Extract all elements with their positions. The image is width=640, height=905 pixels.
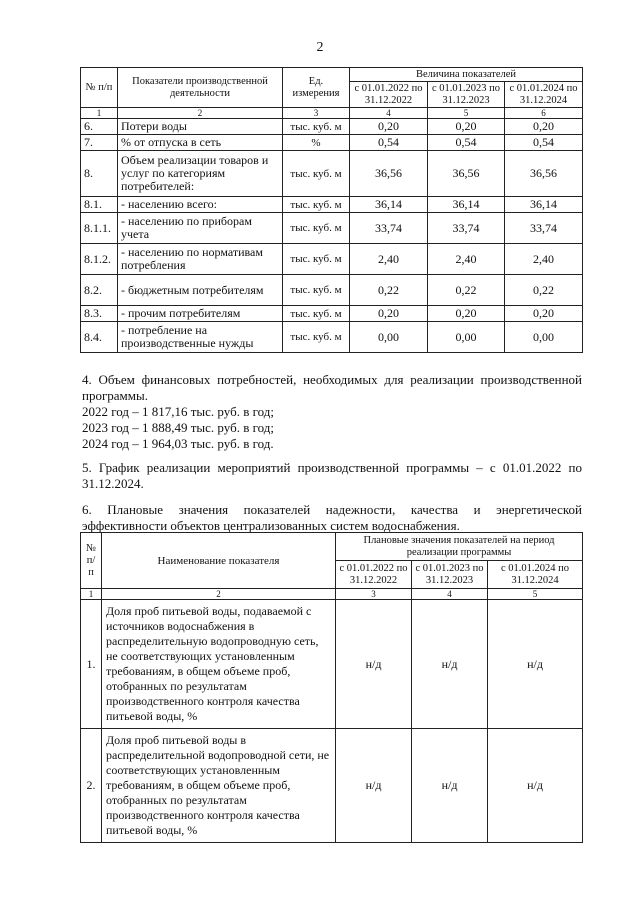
header-period-2023: с 01.01.2023 по 31.12.2023 bbox=[412, 561, 488, 589]
row-value-2024: 33,74 bbox=[505, 213, 583, 244]
row-value-2022: 33,74 bbox=[350, 213, 428, 244]
table-row bbox=[81, 322, 583, 353]
index-cell: 3 bbox=[283, 108, 350, 119]
header-value-group: Величина показателей bbox=[350, 68, 583, 82]
row-unit: тыс. куб. м bbox=[283, 119, 350, 135]
row-value-2022: 36,14 bbox=[350, 197, 428, 213]
row-value-2022: 0,22 bbox=[350, 275, 428, 306]
row-value-2023: 0,20 bbox=[428, 119, 505, 135]
section-4-line-2022: 2022 год – 1 817,16 тыс. руб. в год; bbox=[82, 404, 274, 419]
header-plan-group: Плановые значения показателей на период реализации программы bbox=[336, 533, 583, 561]
row-value-2024: 0,54 bbox=[505, 135, 583, 151]
row-name: - потребление на производственные нужды bbox=[118, 322, 283, 353]
row-num: 8.4. bbox=[81, 322, 118, 353]
table-row bbox=[81, 729, 583, 843]
row-value-2022: 0,20 bbox=[350, 306, 428, 322]
index-cell: 4 bbox=[412, 589, 488, 600]
table-row bbox=[81, 119, 583, 135]
header-period-2022: с 01.01.2022 по 31.12.2022 bbox=[336, 561, 412, 589]
row-value-2024: 36,14 bbox=[505, 197, 583, 213]
row-num: 8.1.1. bbox=[81, 213, 118, 244]
row-value-2024: 0,20 bbox=[505, 119, 583, 135]
row-num: 8.1.2. bbox=[81, 244, 118, 275]
row-num: 1. bbox=[81, 600, 102, 729]
header-period-2024: с 01.01.2024 по 31.12.2024 bbox=[505, 82, 583, 108]
table-row bbox=[81, 197, 583, 213]
row-name: - населению всего: bbox=[118, 197, 283, 213]
index-cell: 5 bbox=[428, 108, 505, 119]
row-unit: тыс. куб. м bbox=[283, 275, 350, 306]
header-period-2023: с 01.01.2023 по 31.12.2023 bbox=[428, 82, 505, 108]
row-value-2022: 0,00 bbox=[350, 322, 428, 353]
row-value-2023: 2,40 bbox=[428, 244, 505, 275]
section-4-heading: 4. Объем финансовых потребностей, необходимых для реализации производственной программы. bbox=[82, 372, 582, 403]
row-name: - прочим потребителям bbox=[118, 306, 283, 322]
section-4-line-2024: 2024 год – 1 964,03 тыс. руб. в год. bbox=[82, 436, 274, 451]
row-value-2024: н/д bbox=[488, 600, 583, 729]
row-num: 7. bbox=[81, 135, 118, 151]
header-num: № п/п bbox=[81, 68, 118, 108]
row-name: Доля проб питьевой воды в распределительной водопроводной сети, не соответствующих установленным требованиям, в общем объеме проб, отобранных по результатам производственного контроля качества питьевой воды, % bbox=[102, 729, 336, 843]
row-name: % от отпуска в сеть bbox=[118, 135, 283, 151]
page-number: 2 bbox=[316, 40, 324, 55]
table-row bbox=[81, 151, 583, 197]
row-value-2024: 36,56 bbox=[505, 151, 583, 197]
row-value-2022: 0,54 bbox=[350, 135, 428, 151]
row-num: 8.1. bbox=[81, 197, 118, 213]
row-unit: тыс. куб. м bbox=[283, 306, 350, 322]
header-name: Наименование показателя bbox=[102, 533, 336, 589]
row-value-2024: 0,20 bbox=[505, 306, 583, 322]
index-cell: 3 bbox=[336, 589, 412, 600]
header-num: № п/п bbox=[81, 533, 102, 589]
row-unit: тыс. куб. м bbox=[283, 244, 350, 275]
row-value-2022: 2,40 bbox=[350, 244, 428, 275]
row-num: 8.2. bbox=[81, 275, 118, 306]
row-value-2023: 0,54 bbox=[428, 135, 505, 151]
row-num: 8.3. bbox=[81, 306, 118, 322]
row-value-2022: 36,56 bbox=[350, 151, 428, 197]
index-cell: 1 bbox=[81, 589, 102, 600]
section-4-line-2023: 2023 год – 1 888,49 тыс. руб. в год; bbox=[82, 420, 274, 435]
row-value-2024: 2,40 bbox=[505, 244, 583, 275]
row-value-2024: 0,00 bbox=[505, 322, 583, 353]
row-num: 2. bbox=[81, 729, 102, 843]
row-num: 8. bbox=[81, 151, 118, 197]
row-name: Объем реализации товаров и услуг по категориям потребителей: bbox=[118, 151, 283, 197]
table-row bbox=[81, 600, 583, 729]
reliability-indicators-table bbox=[80, 532, 583, 843]
table-row bbox=[81, 275, 583, 306]
row-value-2023: 33,74 bbox=[428, 213, 505, 244]
section-6-text: 6. Плановые значения показателей надежности, качества и энергетической эффективности объектов централизованных систем водоснабжения. bbox=[82, 502, 582, 533]
table-row bbox=[81, 306, 583, 322]
row-value-2023: 0,00 bbox=[428, 322, 505, 353]
table-row bbox=[81, 213, 583, 244]
row-value-2022: н/д bbox=[336, 729, 412, 843]
header-indicator: Показатели производственной деятельности bbox=[118, 68, 283, 108]
row-name: - бюджетным потребителям bbox=[118, 275, 283, 306]
row-name: - населению по нормативам потребления bbox=[118, 244, 283, 275]
row-value-2022: н/д bbox=[336, 600, 412, 729]
row-value-2022: 0,20 bbox=[350, 119, 428, 135]
row-value-2023: 36,14 bbox=[428, 197, 505, 213]
row-unit: тыс. куб. м bbox=[283, 213, 350, 244]
row-name: - населению по приборам учета bbox=[118, 213, 283, 244]
row-value-2023: 0,20 bbox=[428, 306, 505, 322]
row-value-2023: 36,56 bbox=[428, 151, 505, 197]
row-num: 6. bbox=[81, 119, 118, 135]
header-unit: Ед. измерения bbox=[283, 68, 350, 108]
index-cell: 5 bbox=[488, 589, 583, 600]
index-cell: 6 bbox=[505, 108, 583, 119]
header-period-2024: с 01.01.2024 по 31.12.2024 bbox=[488, 561, 583, 589]
row-unit: тыс. куб. м bbox=[283, 197, 350, 213]
header-period-2022: с 01.01.2022 по 31.12.2022 bbox=[350, 82, 428, 108]
row-unit: тыс. куб. м bbox=[283, 151, 350, 197]
row-unit: тыс. куб. м bbox=[283, 322, 350, 353]
row-value-2024: 0,22 bbox=[505, 275, 583, 306]
index-cell: 2 bbox=[102, 589, 336, 600]
row-value-2023: 0,22 bbox=[428, 275, 505, 306]
row-value-2024: н/д bbox=[488, 729, 583, 843]
row-value-2023: н/д bbox=[412, 600, 488, 729]
table-row bbox=[81, 244, 583, 275]
index-cell: 1 bbox=[81, 108, 118, 119]
index-cell: 2 bbox=[118, 108, 283, 119]
table-row bbox=[81, 135, 583, 151]
index-cell: 4 bbox=[350, 108, 428, 119]
row-unit: % bbox=[283, 135, 350, 151]
row-name: Доля проб питьевой воды, подаваемой с источников водоснабжения в распределительную водопроводную сеть, не соответствующих установленным требованиям, в общем объеме проб, отобранных по результатам производственного контроля качества питьевой воды, % bbox=[102, 600, 336, 729]
row-value-2023: н/д bbox=[412, 729, 488, 843]
row-name: Потери воды bbox=[118, 119, 283, 135]
production-indicators-table bbox=[80, 67, 583, 353]
section-5-text: 5. График реализации мероприятий производственной программы – с 01.01.2022 по 31.12.2024. bbox=[82, 460, 582, 491]
